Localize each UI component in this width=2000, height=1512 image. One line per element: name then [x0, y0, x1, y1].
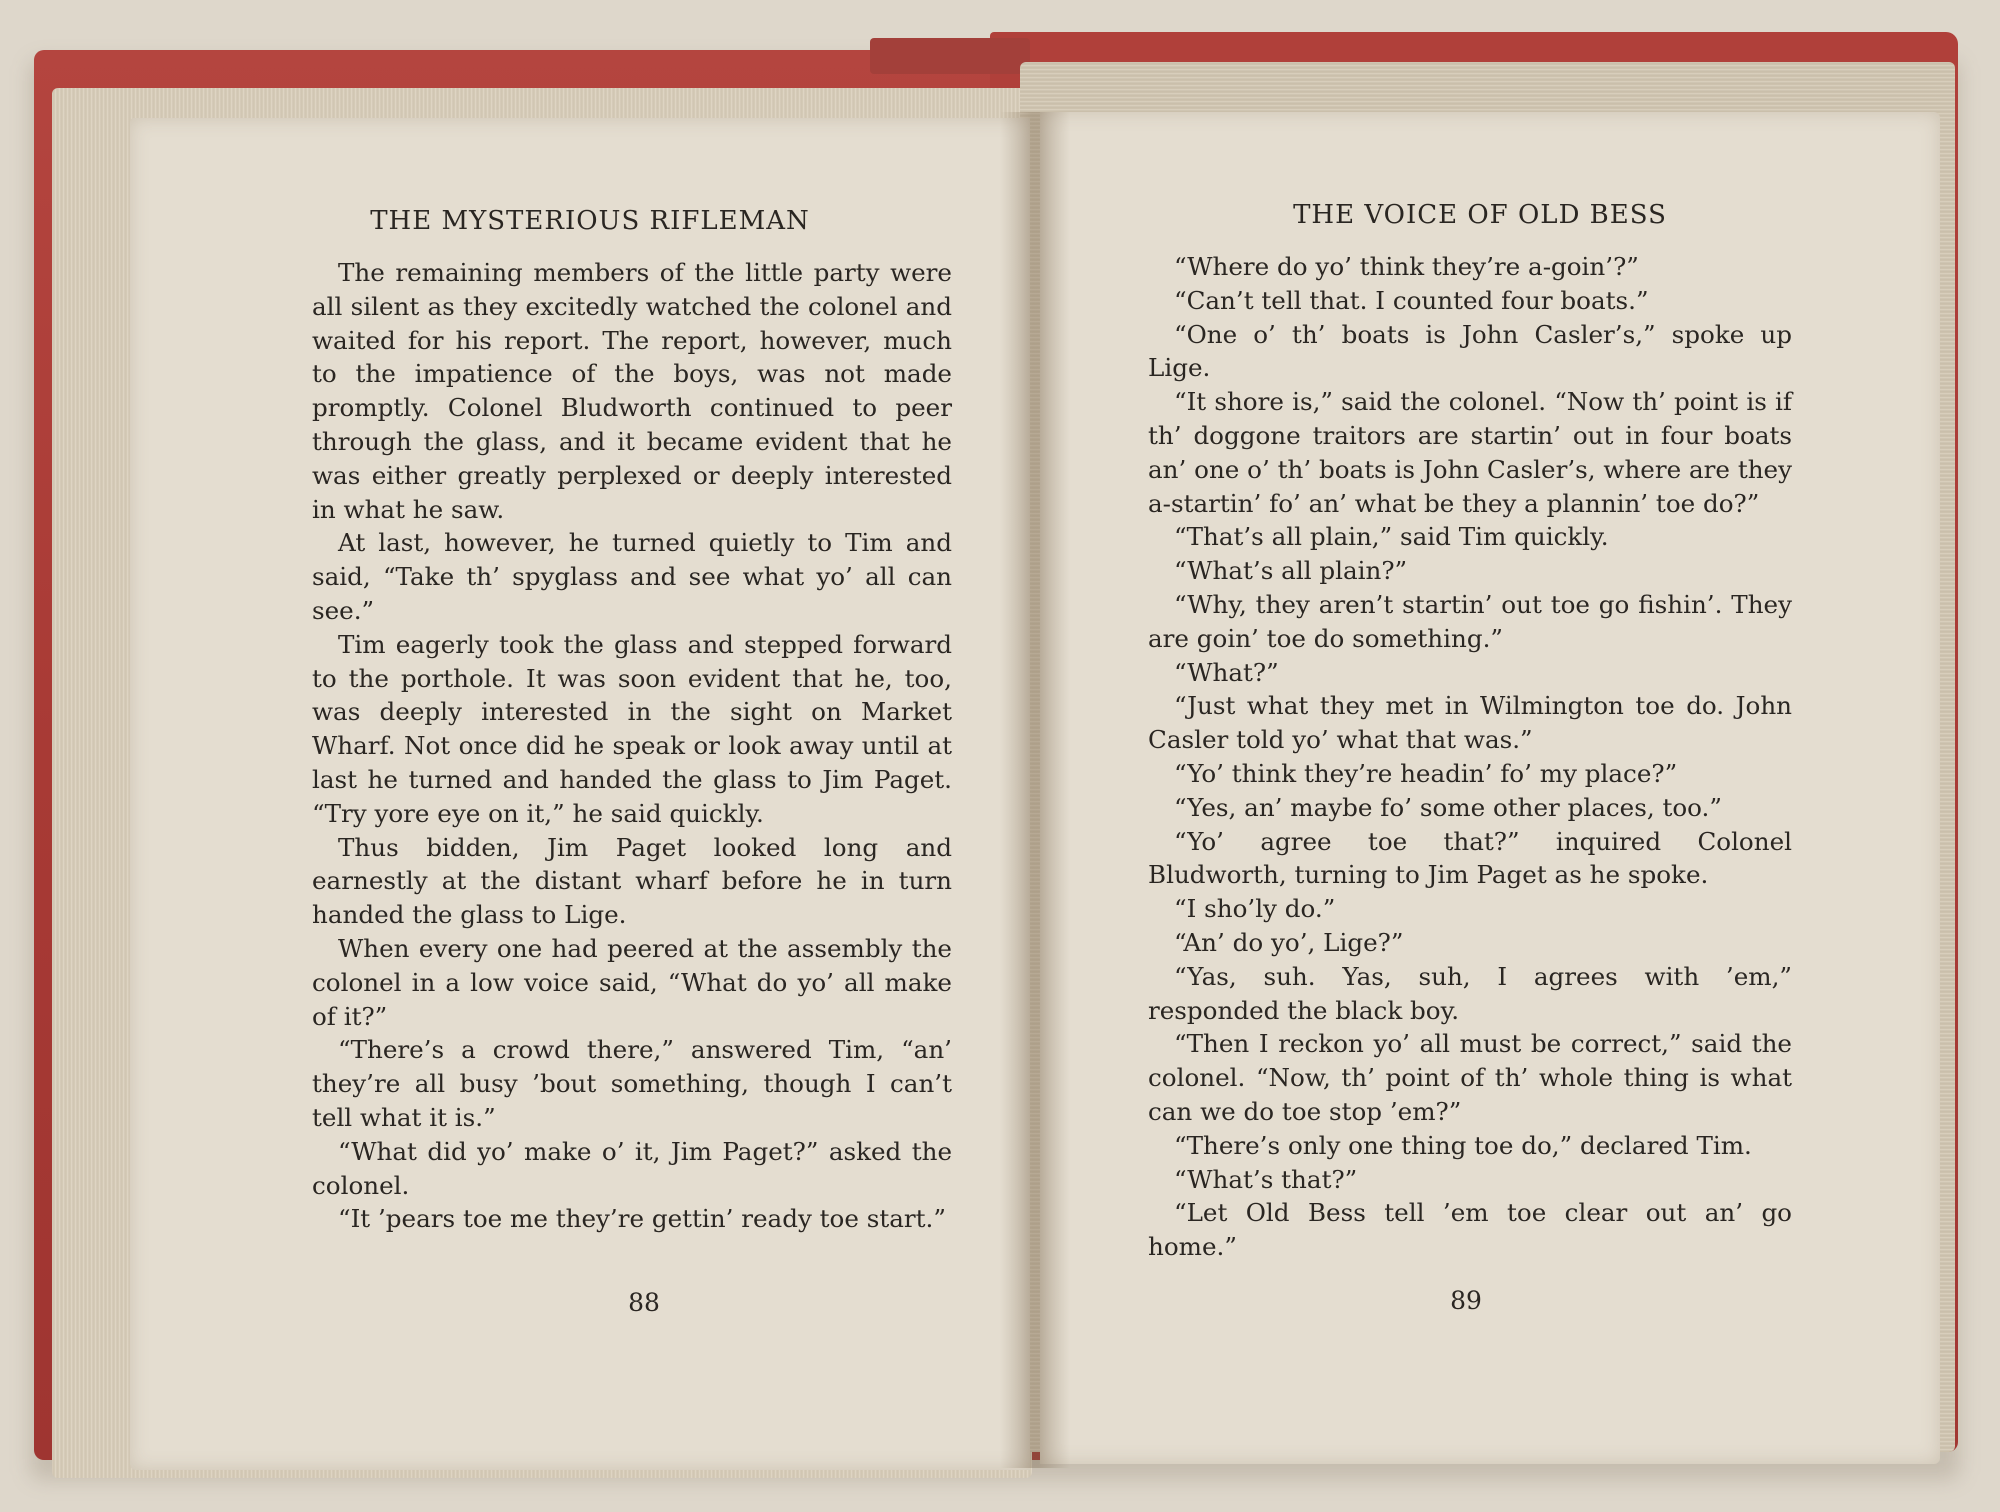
- paragraph: “Then I reckon yo’ all must be correct,” said the colonel. “Now, th’ point of th’ whole thing is what can we do toe stop ’em?”: [1148, 1029, 1792, 1126]
- running-head-left: THE MYSTERIOUS RIFLEMAN: [370, 206, 810, 236]
- paragraph: “What?”: [1174, 657, 1279, 687]
- paragraph: “Yo’ think they’re headin’ fo’ my place?”: [1174, 758, 1678, 788]
- left-page-text: [312, 256, 952, 1236]
- book-gutter: [1000, 112, 1070, 1468]
- paragraph: “There’s a crowd there,” answered Tim, “an’ they’re all busy ’bout something, though I can’t tell what it is.”: [312, 1035, 952, 1132]
- paragraph: The remaining members of the little party were all silent as they excitedly watched the colonel and waited for his report. The report, however, much to the impatience of the boys, was not made promptly. Colonel Bludworth continued to peer through the glass, and it became evident that he was either greatly perplexed or deeply interested in what he saw.: [312, 258, 952, 524]
- paragraph: “Why, they aren’t startin’ out toe go fishin’. They are goin’ toe do something.”: [1148, 589, 1792, 653]
- paragraph: “Can’t tell that. I counted four boats.”: [1174, 285, 1649, 315]
- paragraph: “One o’ th’ boats is John Casler’s,” spoke up Lige.: [1148, 319, 1792, 383]
- paragraph: “Where do yo’ think they’re a-goin’?”: [1174, 252, 1639, 281]
- paragraph: “An’ do yo’, Lige?”: [1174, 927, 1404, 957]
- paragraph: “Let Old Bess tell ’em toe clear out an’ go home.”: [1148, 1198, 1792, 1262]
- page-number-right: 89: [1450, 1286, 1482, 1315]
- paragraph: When every one had peered at the assembly the colonel in a low voice said, “What do yo’ all make of it?”: [312, 933, 952, 1031]
- right-page-text: [1148, 250, 1792, 1264]
- paragraph: “It ’pears toe me they’re gettin’ ready toe start.”: [338, 1204, 946, 1234]
- paragraph: “I sho’ly do.”: [1174, 894, 1336, 924]
- book-spine: [870, 38, 1030, 74]
- paragraph: “Yes, an’ maybe fo’ some other places, too.”: [1174, 792, 1722, 822]
- paragraph: “It shore is,” said the colonel. “Now th’ point is if th’ doggone traitors are startin’ out in four boats an’ one o’ th’ boats is John Casler’s, where are they a-startin’ fo’ an’ what be they a plannin’ toe do?”: [1148, 387, 1792, 518]
- paragraph: “Yas, suh. Yas, suh, I agrees with ’em,” responded the black boy.: [1148, 961, 1792, 1025]
- paragraph: Tim eagerly took the glass and stepped forward to the porthole. It was soon evident that he, too, was deeply interested in the sight on Market Wharf. Not once did he speak or look away until at last he turned and handed the glass to Jim Paget. “Try yore eye on it,” he said quickly.: [312, 629, 952, 828]
- paragraph: “What’s that?”: [1174, 1164, 1358, 1194]
- paragraph: “There’s only one thing toe do,” declared Tim.: [1174, 1130, 1752, 1160]
- running-head-right: THE VOICE OF OLD BESS: [1293, 200, 1667, 230]
- paragraph: Thus bidden, Jim Paget looked long and earnestly at the distant wharf before he in turn handed the glass to Lige.: [312, 832, 952, 930]
- paragraph: “That’s all plain,” said Tim quickly.: [1174, 522, 1609, 552]
- paragraph: “What’s all plain?”: [1174, 556, 1408, 586]
- paragraph: “Yo’ agree toe that?” inquired Colonel Bludworth, turning to Jim Paget as he spoke.: [1148, 826, 1792, 890]
- paragraph: “Just what they met in Wilmington toe do. John Casler told yo’ what that was.”: [1148, 691, 1792, 755]
- paragraph: “What did yo’ make o’ it, Jim Paget?” asked the colonel.: [312, 1136, 952, 1200]
- paragraph: At last, however, he turned quietly to Tim and said, “Take th’ spyglass and see what yo’ all can see.”: [312, 528, 952, 625]
- page-number-left: 88: [628, 1288, 660, 1317]
